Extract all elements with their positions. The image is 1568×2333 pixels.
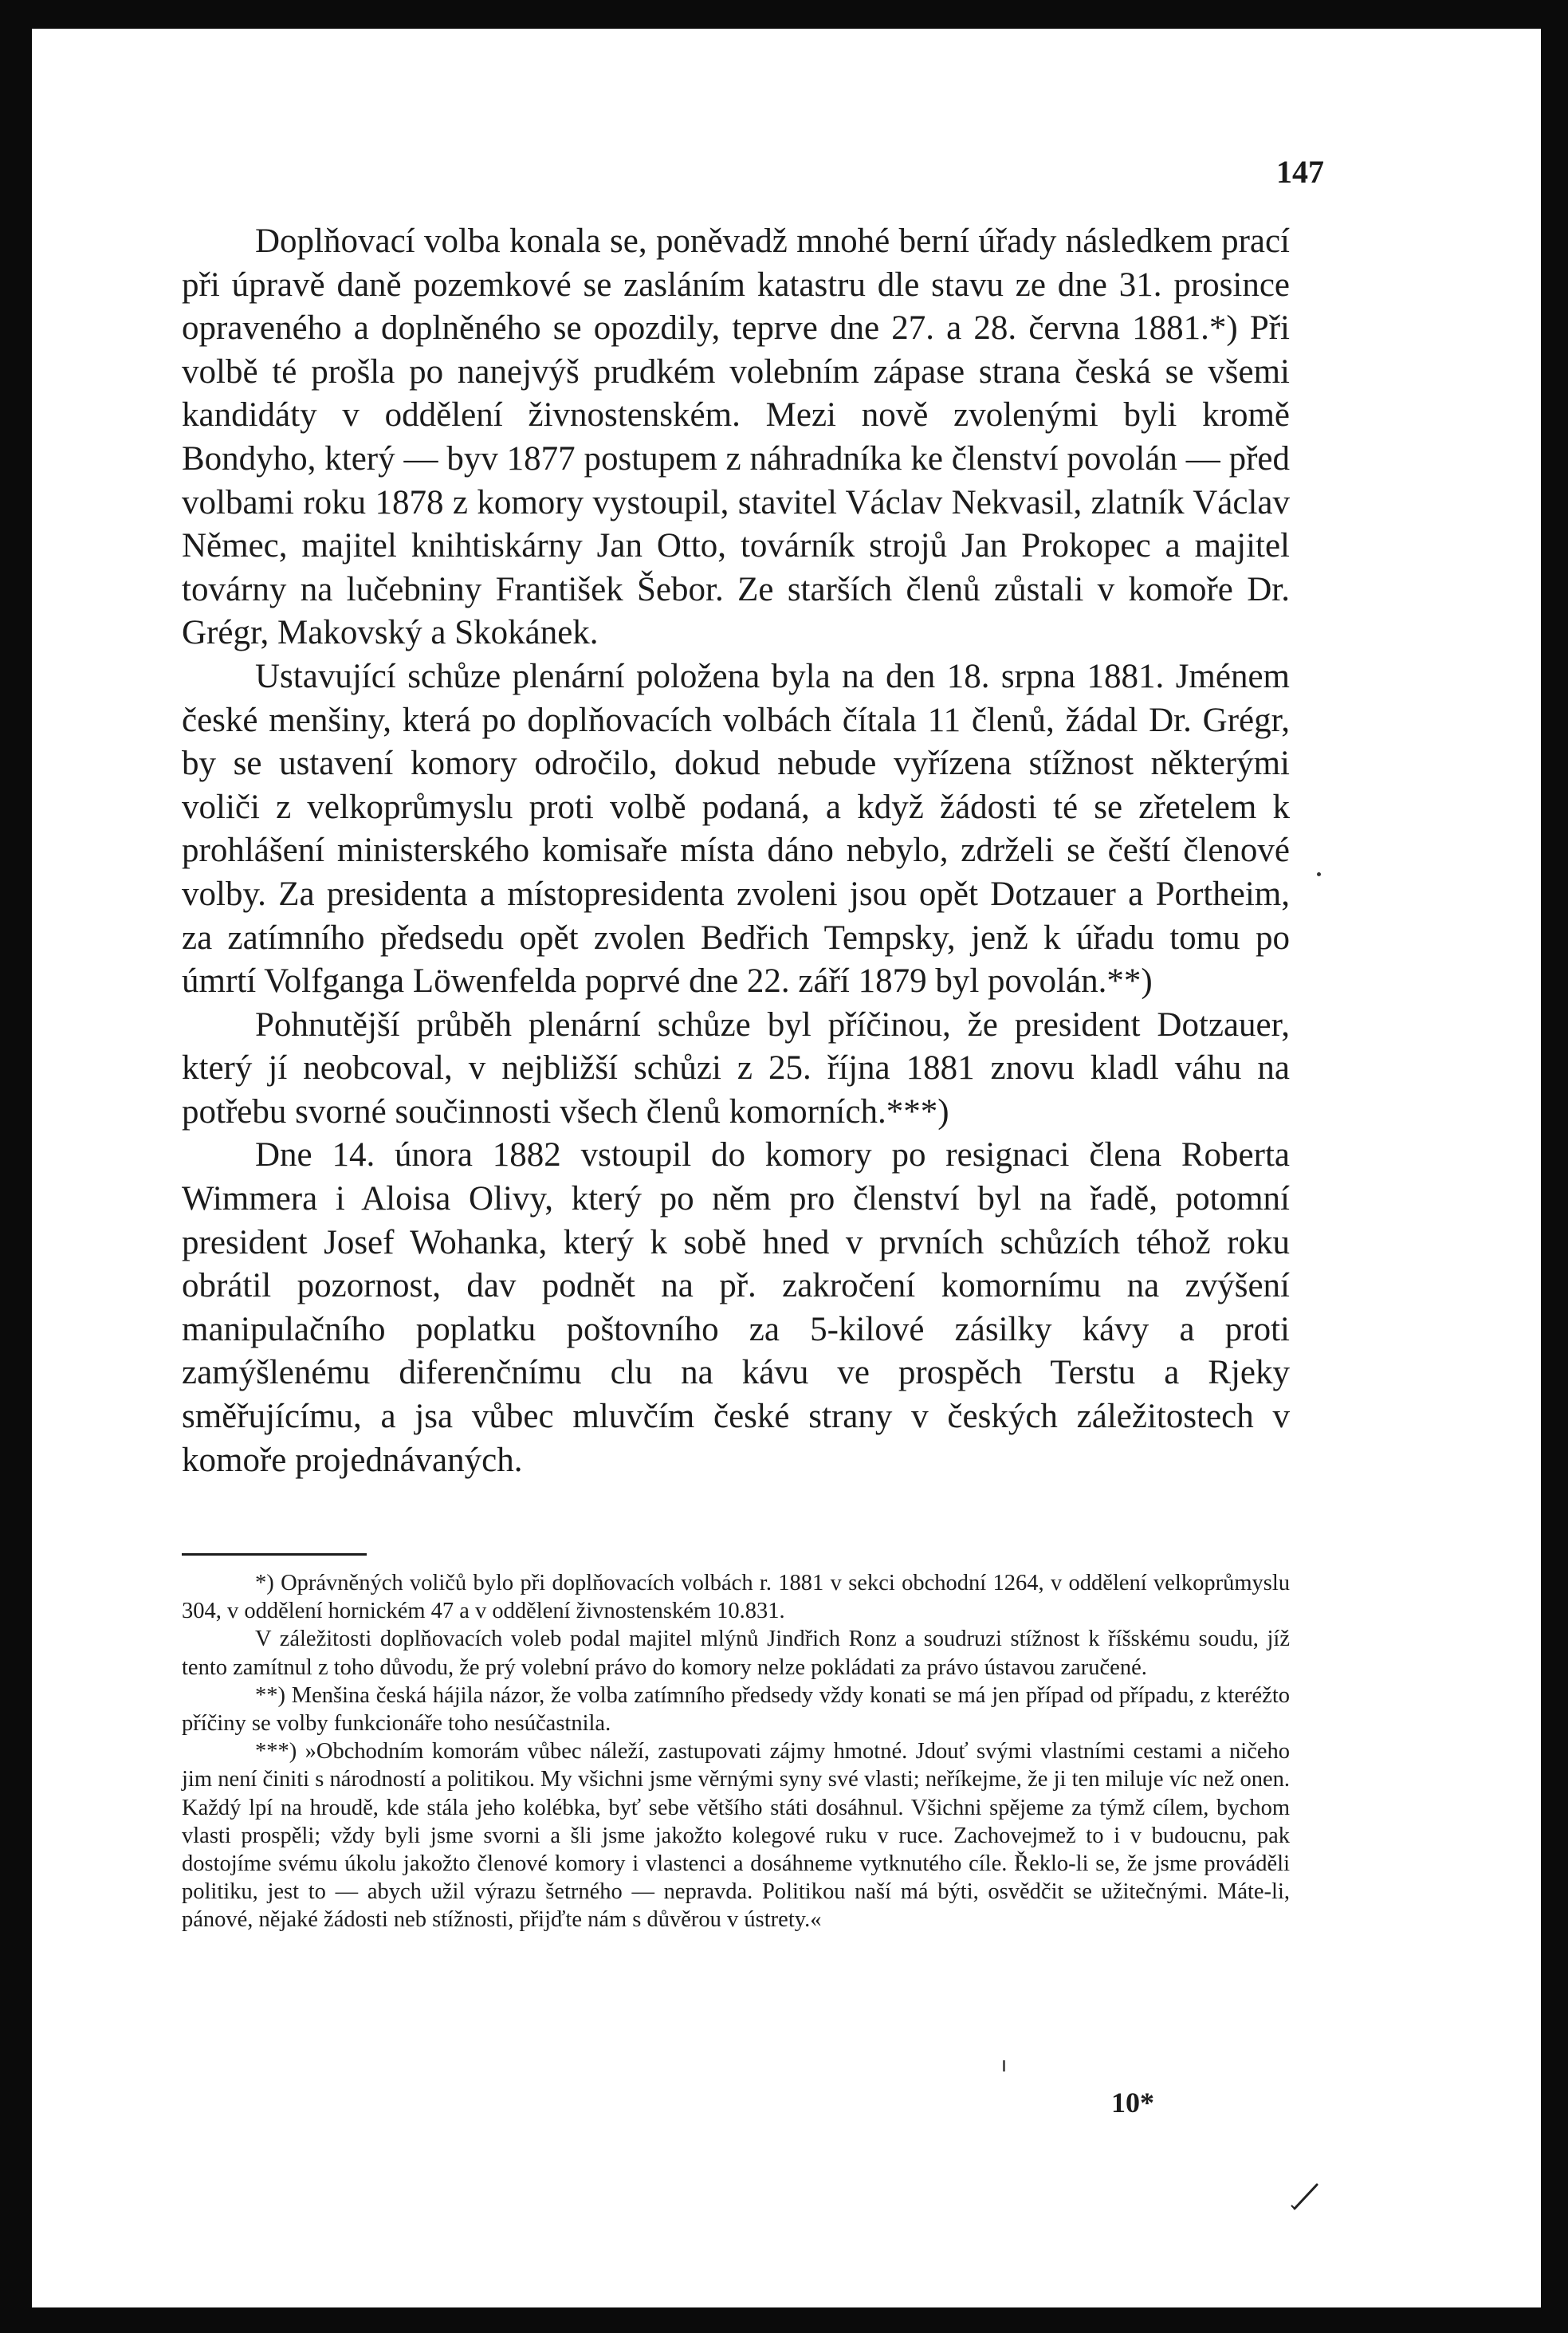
footnote: *) Oprávněných voličů bylo při doplňovacích volbách r. 1881 v sekci obchodní 1264, v oddělení velkoprůmyslu 304, v oddělení hornickém 47 a v oddělení živnostenském 10.831. [182,1571,1290,1624]
paragraph: Doplňovací volba konala se, poněvadž mnohé berní úřady následkem prací při úpravě daně pozemkové se zasláním katastru dle stavu ze dne 31. prosince opraveného a doplněného se opozdily, teprve dne 27. a 28. června 1881.*) Při volbě té prošla po nanejvýš prudkém volebním zápase strana česká se všemi kandidáty v oddělení živnostenském. Mezi nově zvolenými byli kromě Bondyho, který — byv 1877 postupem z náhradníka ke členství povolán — před volbami roku 1878 z komory vystoupil, stavitel Václav Nekvasil, zlatník Václav Němec, majitel knihtiskárny Jan Otto, továrník strojů Jan Prokopec a majitel továrny na lučebniny František Šebor. Ze starších členů zůstali v komoře Dr. Grégr, Makovský a Skokánek. [182,222,1290,652]
footnotes [182,1569,1290,1934]
footnote-divider [182,1553,367,1556]
print-speck [1003,2060,1005,2071]
body-text [182,220,1290,1482]
paragraph: Dne 14. února 1882 vstoupil do komory po resignaci člena Roberta Wimmera i Aloisa Olivy, který po něm pro členství byl na řadě, potomní president Josef Wohanka, který k sobě hned v prvních schůzích téhož roku obrátil pozornost, dav podnět na př. zakročení komornímu na zvýšení manipulačního poplatku poštovního za 5-kilové zásilky kávy a proti zamýšlenému diferenčnímu clu na kávu ve prospěch Terstu a Rjeky směřujícímu, a jsa vůbec mluvčím české strany v českých záležitostech v komoře projednávaných. [182,1136,1290,1479]
footnote: V záležitosti doplňovacích voleb podal majitel mlýnů Jindřich Ronz a soudruzi stížnost k říšskému soudu, jíž tento zamítnul z toho důvodu, že prý volební právo do komory nelze pokládati za právo ústavou zaručené. [182,1627,1290,1680]
document-page [32,29,1541,2307]
signature-mark: 10* [1111,2087,1154,2119]
print-speck [1317,872,1321,876]
footnote: **) Menšina česká hájila názor, že volba zatímního předsedy vždy konati se má jen případ od případu, z kteréžto příčiny se volby funkcionáře toho nesúčastnila. [182,1682,1290,1737]
footnote: ***) »Obchodním komorám vůbec náleží, zastupovati zájmy hmotné. Jdouť svými vlastními cestami a ničeho jim není činiti s národností a politikou. My všichni jsme věrnými syny své vlasti; neříkejme, že ji ten miluje víc než onen. Každý lpí na hroudě, kde stála jeho kolébka, byť sebe většího státi dosáhnul. Všichni spějeme za týmž cílem, bychom vlasti prospěli; vždy byli jsme svorni a šli jsme jakožto kolegové ruku v ruce. Zachovejmež to i v budoucnu, pak dostojíme svému úkolu jakožto členové komory i vlastenci a dosáhneme vytknutého cíle. Řeklo-li se, že jsme prováděli politiku, jest to — abych užil výrazu šetrného — nepravda. Politikou naší má býti, osvědčit se užitečnými. Máte-li, pánové, nějaké žádosti neb stížnosti, přijďte nám s důvěrou v ústrety.« [182,1739,1290,1933]
page-number: 147 [1276,154,1324,190]
paragraph: Ustavující schůze plenární položena byla na den 18. srpna 1881. Jménem české menšiny, která po doplňovacích volbách čítala 11 členů, žádal Dr. Grégr, by se ustavení komory odročilo, dokud nebude vyřízena stížnost některými voliči z velkoprůmyslu proti volbě podaná, a když žádosti té se zřetelem k prohlášení ministerského komisaře místa dáno nebylo, zdrželi se čeští členové volby. Za presidenta a místopresidenta zvoleni jsou opět Dotzauer a Portheim, za zatímního předsedu opět zvolen Bedřich Tempsky, jenž k úřadu tomu po úmrtí Volfganga Löwenfelda poprvé dne 22. září 1879 byl povolán.**) [182,657,1290,1001]
paragraph: Pohnutější průběh plenární schůze byl příčinou, že president Dotzauer, který jí neobcoval, v nejbližší schůzi z 25. října 1881 znovu kladl váhu na potřebu svorné součinnosti všech členů komorních.***) [182,1005,1290,1131]
pencil-mark-icon [1290,2182,1322,2210]
